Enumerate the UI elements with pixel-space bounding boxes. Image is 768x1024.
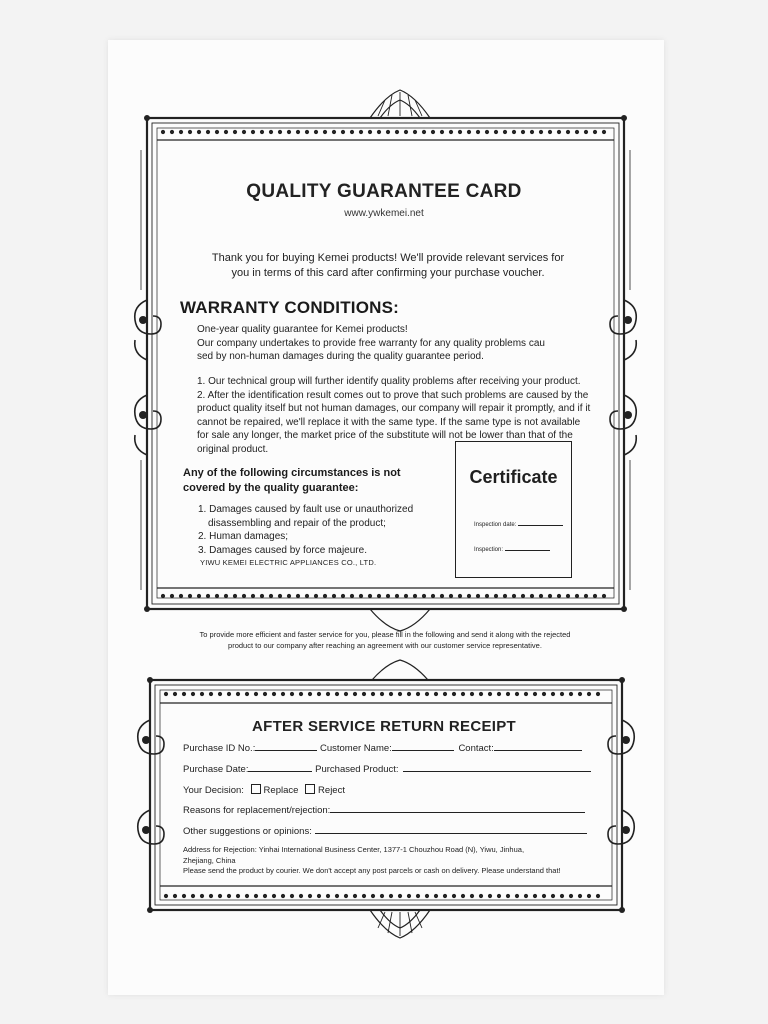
reasons-field[interactable]	[330, 811, 585, 813]
return-address	[183, 845, 603, 877]
purchase-date-row	[183, 764, 591, 775]
address-line: Address for Rejection: Yinhai International Business Center, 1377-1 Chouzhou Road (N), Yiwu, Jinhua,	[183, 845, 525, 854]
reasons-row	[183, 805, 585, 816]
replace-checkbox[interactable]	[251, 784, 261, 794]
reject-label: Reject	[318, 785, 345, 796]
exclusion-heading	[183, 466, 401, 496]
terms-line: product quality itself but not human damages, our company will repair it promptly, and if it	[197, 403, 591, 415]
contact-field[interactable]	[494, 749, 582, 751]
intro-text	[160, 251, 616, 281]
purchase-id-label: Purchase ID No.:	[183, 743, 256, 754]
terms-line: 2. After the identification result comes out to prove that such problems are caused by the	[197, 389, 589, 401]
inspection-date-label: Inspection date:	[474, 522, 517, 528]
replace-label: Replace	[263, 785, 299, 796]
exclusion-item: 2. Human damages;	[198, 531, 289, 542]
exclusion-heading-line: covered by the quality guarantee:	[183, 482, 359, 494]
customer-name-field[interactable]	[392, 749, 454, 751]
reject-checkbox[interactable]	[305, 784, 315, 794]
terms-line: original product.	[197, 443, 269, 455]
purchased-product-field[interactable]	[403, 770, 591, 772]
decision-label: Your Decision:	[183, 785, 244, 796]
inspection-date-blank[interactable]	[518, 525, 563, 526]
intro-line: Thank you for buying Kemei products! We'll provide relevant services for	[211, 252, 565, 264]
terms-line: 1. Our technical group will further identify quality problems after receiving your product.	[197, 376, 581, 387]
terms-line: cannot be repaired, we'll replace it with the same type. If the same type is not available	[197, 416, 581, 428]
card-title: QUALITY GUARANTEE CARD	[246, 181, 522, 202]
warranty-line: sed by non-human damages during the quality guarantee period.	[197, 351, 484, 363]
decision-row	[183, 784, 345, 796]
inspection-field[interactable]	[474, 547, 550, 553]
company-name: YIWU KEMEI ELECTRIC APPLIANCES CO., LTD.	[200, 558, 377, 567]
purchase-date-label: Purchase Date:	[183, 764, 249, 775]
other-row	[183, 826, 587, 837]
terms-line: for sale any longer, the market price of the substitute will not be lower than that of the	[197, 430, 573, 442]
receipt-title: AFTER SERVICE RETURN RECEIPT	[252, 718, 516, 735]
other-label: Other suggestions or opinions:	[183, 826, 312, 837]
address-line: Zhejiang, China	[183, 855, 236, 865]
contact-label: Contact:	[458, 743, 494, 754]
other-field[interactable]	[315, 832, 587, 834]
exclusion-list	[198, 503, 438, 557]
purchase-id-row	[183, 743, 582, 754]
certificate-box	[455, 441, 572, 578]
warranty-line: Our company undertakes to provide free warranty for any quality problems cau	[197, 337, 545, 349]
exclusion-item: disassembling and repair of the product;	[208, 517, 386, 529]
inspection-blank[interactable]	[505, 550, 550, 551]
warranty-line: One-year quality guarantee for Kemei products!	[197, 324, 408, 335]
warranty-heading: WARRANTY CONDITIONS:	[180, 298, 400, 317]
courier-note: Please send the product by courier. We don't accept any post parcels or cash on delivery. Please understand that!	[183, 866, 561, 875]
purchased-product-label: Purchased Product:	[315, 764, 399, 775]
warranty-lines	[197, 323, 607, 364]
card-website: www.ywkemei.net	[344, 208, 424, 219]
service-note-line: product to our company after reaching an agreement with our customer service representative.	[228, 641, 542, 650]
service-note	[150, 629, 620, 651]
exclusion-item: 1. Damages caused by fault use or unauthorized	[198, 504, 414, 515]
certificate-title: Certificate	[469, 467, 558, 487]
inspection-date-field[interactable]	[474, 522, 563, 528]
exclusion-item: 3. Damages caused by force majeure.	[198, 544, 367, 556]
intro-line: you in terms of this card after confirming your purchase voucher.	[231, 267, 545, 279]
service-note-line: To provide more efficient and faster service for you, please fill in the following and send it along with the rejected	[199, 630, 571, 639]
reasons-label: Reasons for replacement/rejection:	[183, 805, 331, 816]
inspection-label: Inspection:	[474, 547, 504, 553]
customer-name-label: Customer Name:	[319, 743, 392, 754]
purchase-date-field[interactable]	[248, 770, 312, 772]
exclusion-heading-line: Any of the following circumstances is not	[183, 467, 401, 479]
purchase-id-field[interactable]	[255, 749, 317, 751]
